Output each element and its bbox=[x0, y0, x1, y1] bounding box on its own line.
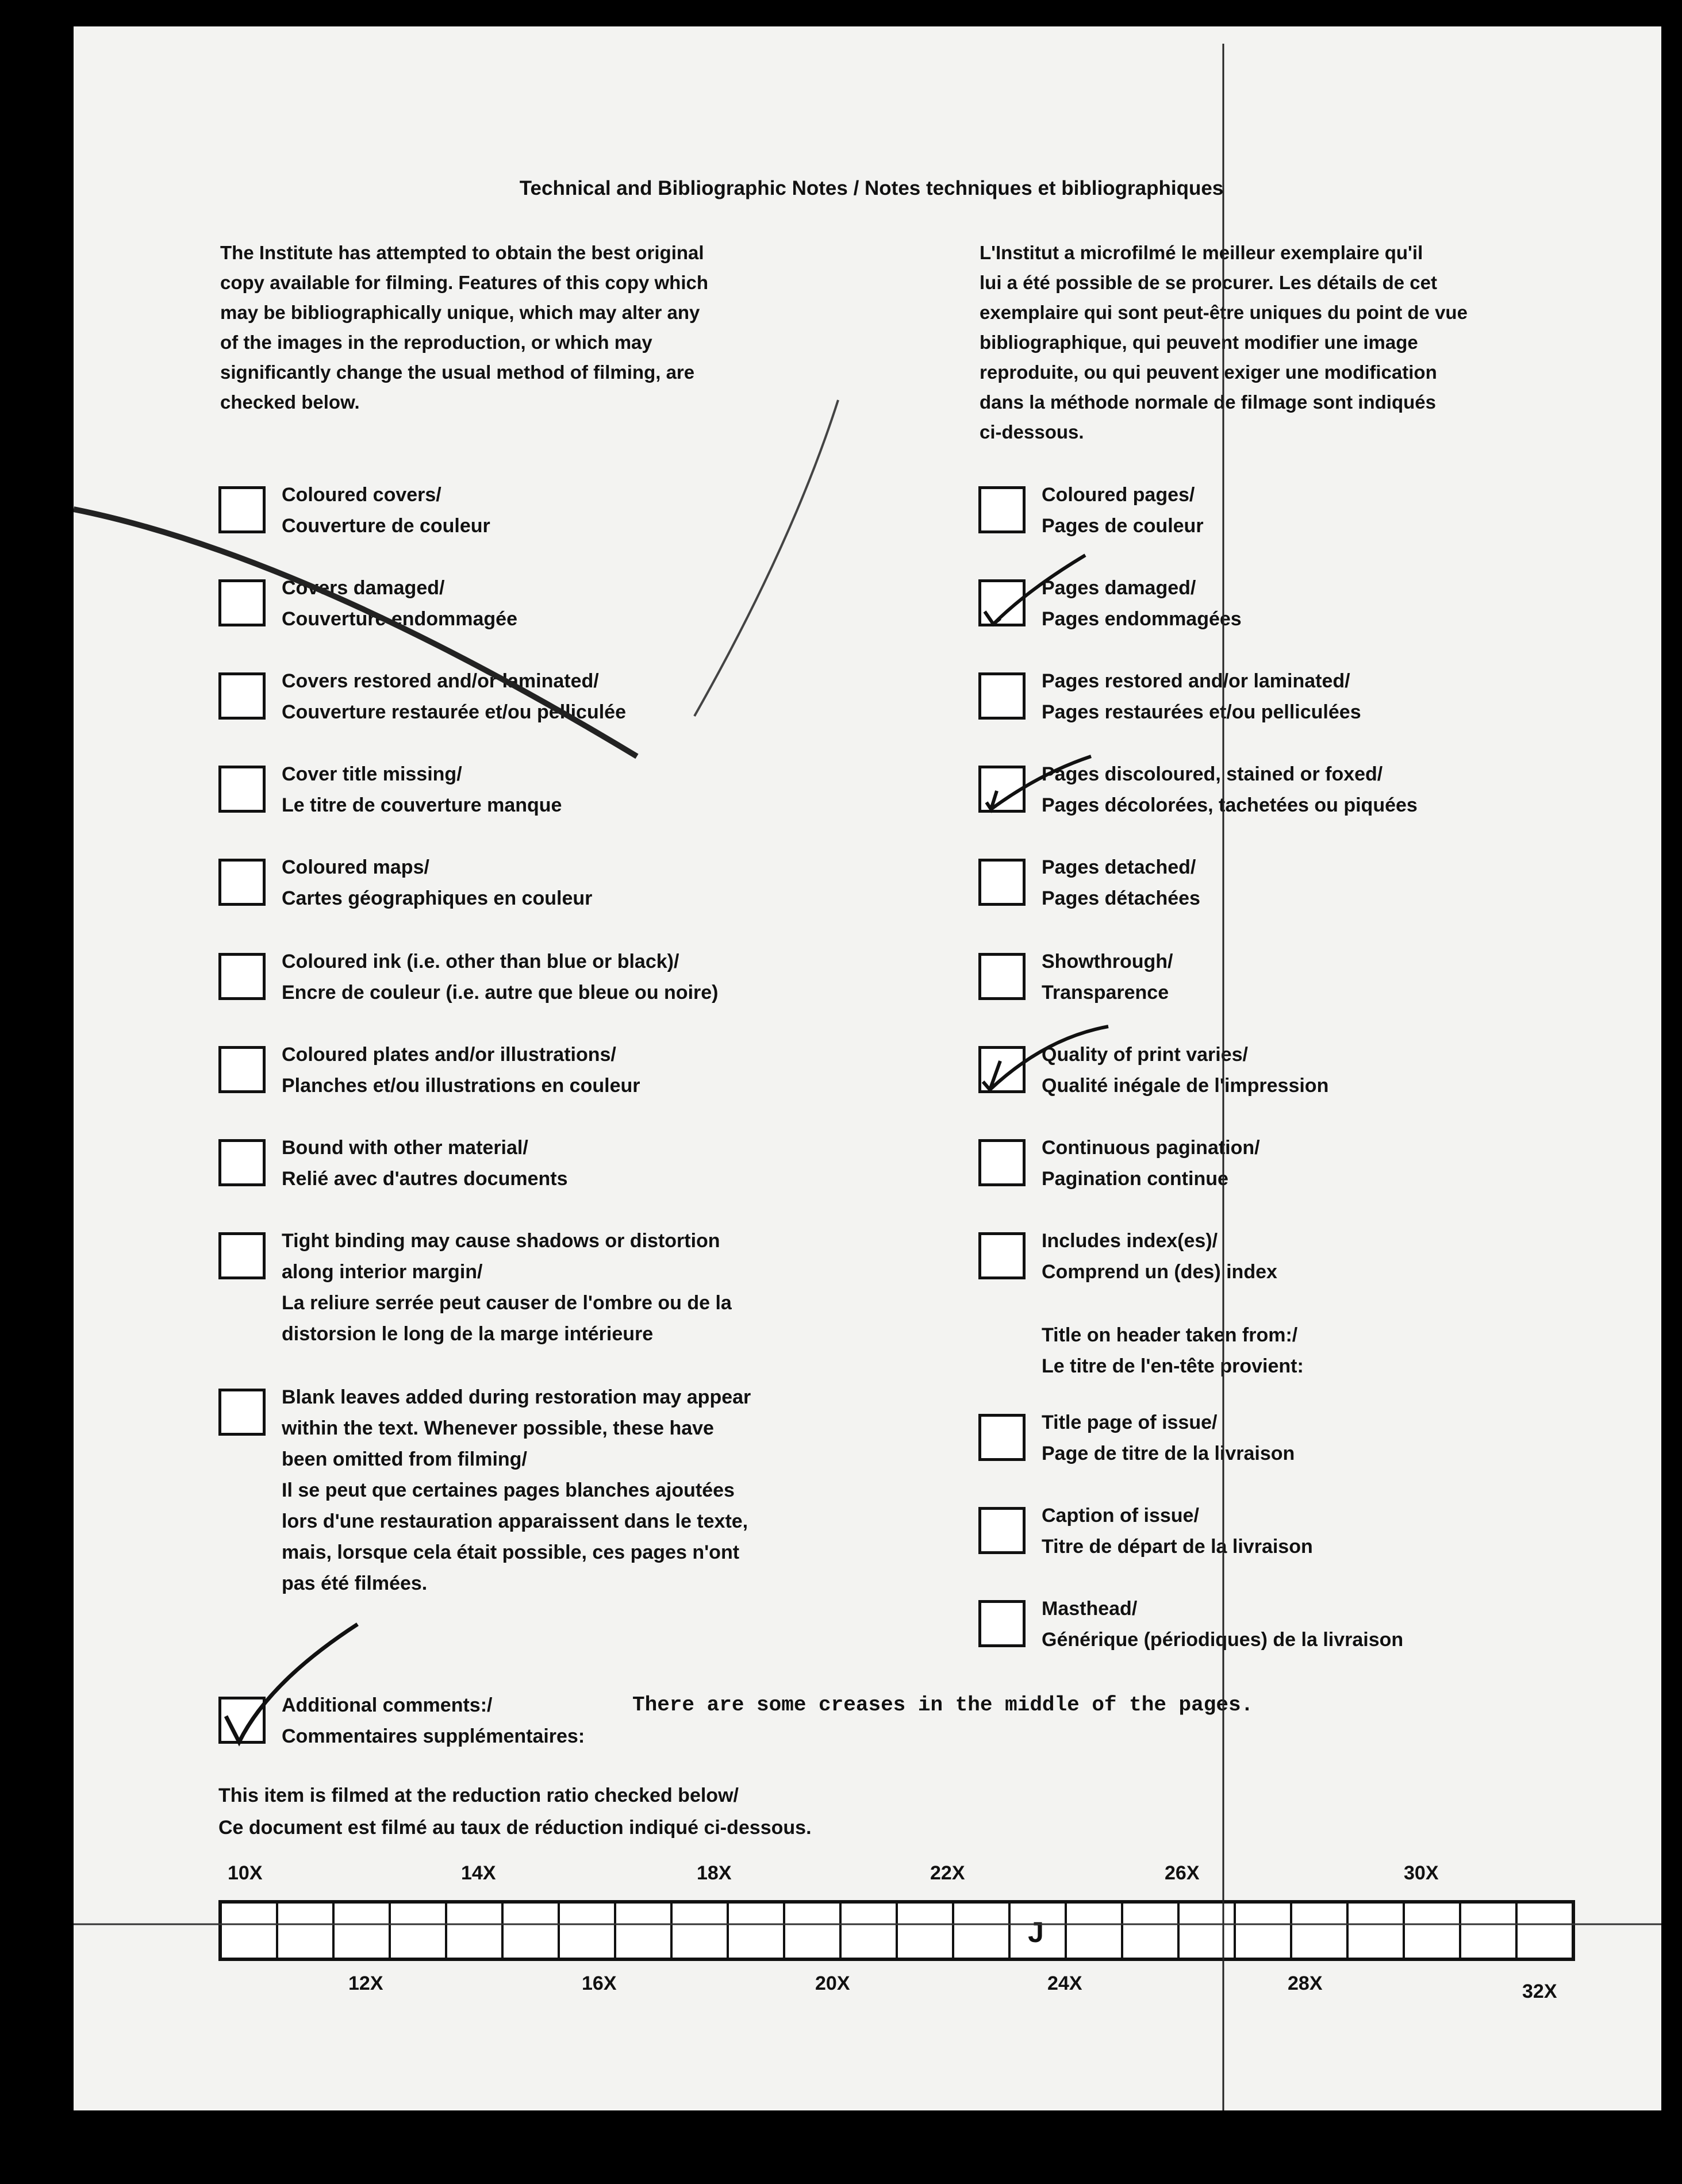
ratio-cell[interactable] bbox=[278, 1904, 335, 1958]
checkbox-pages-discoloured[interactable] bbox=[978, 766, 1026, 813]
intro-en-line: significantly change the usual method of filming, are bbox=[220, 362, 695, 383]
label-coloured-pages bbox=[1042, 479, 1204, 541]
label-line: Qualité inégale de l'impression bbox=[1042, 1075, 1329, 1097]
ratio-cell[interactable] bbox=[1349, 1904, 1405, 1958]
label-title-page-of-issue bbox=[1042, 1407, 1295, 1469]
checkbox-quality-of-print[interactable] bbox=[978, 1046, 1026, 1093]
ratio-cell[interactable] bbox=[616, 1904, 673, 1958]
label-line: Coloured maps/ bbox=[282, 856, 429, 878]
intro-en-line: checked below. bbox=[220, 391, 360, 413]
ratio-cell[interactable] bbox=[447, 1904, 504, 1958]
reduction-ratio-scale bbox=[218, 1900, 1575, 1961]
intro-french bbox=[980, 238, 1595, 447]
label-line: Additional comments:/ bbox=[282, 1694, 493, 1716]
intro-en-line: The Institute has attempted to obtain the best original bbox=[220, 242, 704, 263]
checkbox-cover-title-missing[interactable] bbox=[218, 766, 266, 813]
label-line: This item is filmed at the reduction ratio checked below/ bbox=[218, 1785, 739, 1806]
additional-comments-text: There are some creases in the middle of the pages. bbox=[632, 1693, 1254, 1717]
ratio-cell[interactable] bbox=[673, 1904, 729, 1958]
label-line: Couverture de couleur bbox=[282, 515, 490, 537]
label-line: Masthead/ bbox=[1042, 1598, 1138, 1620]
label-additional-comments bbox=[282, 1690, 585, 1752]
intro-english bbox=[220, 238, 835, 417]
label-coloured-maps bbox=[282, 852, 592, 914]
label-line: Comprend un (des) index bbox=[1042, 1261, 1277, 1283]
ratio-label-top: 22X bbox=[930, 1862, 965, 1884]
ratio-cell[interactable] bbox=[954, 1904, 1011, 1958]
ratio-cell[interactable] bbox=[504, 1904, 560, 1958]
label-line: Pages de couleur bbox=[1042, 515, 1204, 537]
checkbox-bound-with-other[interactable] bbox=[218, 1139, 266, 1186]
label-tight-binding bbox=[282, 1225, 732, 1349]
label-line: Coloured ink (i.e. other than blue or black)/ bbox=[282, 951, 679, 972]
intro-fr-line: exemplaire qui sont peut-être uniques du point de vue bbox=[980, 302, 1468, 323]
label-line: Planches et/ou illustrations en couleur bbox=[282, 1075, 640, 1097]
ratio-label-bottom: 16X bbox=[582, 1972, 617, 1994]
label-line: Pages detached/ bbox=[1042, 856, 1196, 878]
ratio-cell[interactable] bbox=[1292, 1904, 1349, 1958]
label-line: distorsion le long de la marge intérieure bbox=[282, 1323, 654, 1345]
label-line: Covers restored and/or laminated/ bbox=[282, 670, 599, 692]
label-line: Il se peut que certaines pages blanches ajoutées bbox=[282, 1479, 735, 1501]
checkbox-additional-comments[interactable] bbox=[218, 1697, 266, 1744]
label-line: Pagination continue bbox=[1042, 1168, 1228, 1190]
reduction-ratio-statement bbox=[218, 1779, 812, 1844]
label-pages-damaged bbox=[1042, 572, 1242, 635]
intro-fr-line: L'Institut a microfilmé le meilleur exemplaire qu'il bbox=[980, 242, 1423, 263]
microfiche-target-page bbox=[74, 26, 1669, 2110]
intro-fr-line: dans la méthode normale de filmage sont indiqués bbox=[980, 391, 1436, 413]
checkbox-coloured-plates[interactable] bbox=[218, 1046, 266, 1093]
label-line: within the text. Whenever possible, these have bbox=[282, 1417, 714, 1439]
intro-fr-line: lui a été possible de se procurer. Les détails de cet bbox=[980, 272, 1437, 293]
label-line: Coloured covers/ bbox=[282, 484, 441, 506]
checkbox-tight-binding[interactable] bbox=[218, 1232, 266, 1279]
label-line: Pages endommagées bbox=[1042, 608, 1242, 630]
label-coloured-ink bbox=[282, 946, 719, 1008]
checkbox-covers-damaged[interactable] bbox=[218, 579, 266, 626]
ratio-cell[interactable] bbox=[391, 1904, 447, 1958]
label-line: Couverture endommagée bbox=[282, 608, 517, 630]
label-covers-damaged bbox=[282, 572, 517, 635]
label-pages-detached bbox=[1042, 852, 1200, 914]
label-line: Coloured plates and/or illustrations/ bbox=[282, 1044, 616, 1066]
ratio-cell[interactable] bbox=[898, 1904, 954, 1958]
label-line: Includes index(es)/ bbox=[1042, 1230, 1218, 1252]
label-line: mais, lorsque cela était possible, ces pages n'ont bbox=[282, 1541, 740, 1563]
label-line: Tight binding may cause shadows or distortion bbox=[282, 1230, 720, 1252]
label-blank-leaves bbox=[282, 1382, 751, 1599]
label-line: Bound with other material/ bbox=[282, 1137, 528, 1159]
label-line: Titre de départ de la livraison bbox=[1042, 1536, 1313, 1558]
ratio-label-top: 30X bbox=[1404, 1862, 1439, 1884]
checkbox-pages-detached[interactable] bbox=[978, 859, 1026, 906]
ratio-cell[interactable] bbox=[335, 1904, 391, 1958]
ratio-cell[interactable] bbox=[222, 1904, 278, 1958]
intro-fr-line: ci-dessous. bbox=[980, 421, 1084, 443]
checkbox-coloured-ink[interactable] bbox=[218, 953, 266, 1000]
label-line: pas été filmées. bbox=[282, 1572, 428, 1594]
label-line: Coloured pages/ bbox=[1042, 484, 1195, 506]
ratio-cell-checked[interactable] bbox=[1011, 1904, 1067, 1958]
checkbox-title-page-of-issue[interactable] bbox=[978, 1414, 1026, 1461]
ratio-label-top: 14X bbox=[461, 1862, 496, 1884]
checkbox-caption-of-issue[interactable] bbox=[978, 1507, 1026, 1554]
label-line: Transparence bbox=[1042, 982, 1169, 1003]
intro-en-line: copy available for filming. Features of this copy which bbox=[220, 272, 709, 293]
label-quality-of-print bbox=[1042, 1039, 1328, 1101]
label-line: La reliure serrée peut causer de l'ombre ou de la bbox=[282, 1292, 732, 1314]
page-title: Technical and Bibliographic Notes / Notes techniques et bibliographiques bbox=[519, 177, 1224, 199]
label-line: Blank leaves added during restoration may appear bbox=[282, 1386, 751, 1408]
label-header-source bbox=[1042, 1320, 1304, 1382]
label-line: Quality of print varies/ bbox=[1042, 1044, 1248, 1066]
label-line: lors d'une restauration apparaissent dans le texte, bbox=[282, 1510, 748, 1532]
label-line: Encre de couleur (i.e. autre que bleue ou noire) bbox=[282, 982, 719, 1003]
ratio-cell[interactable] bbox=[1236, 1904, 1292, 1958]
checkbox-includes-index[interactable] bbox=[978, 1232, 1026, 1279]
label-line: Pages restored and/or laminated/ bbox=[1042, 670, 1350, 692]
label-line: Covers damaged/ bbox=[282, 577, 445, 599]
checkbox-masthead[interactable] bbox=[978, 1600, 1026, 1647]
label-showthrough bbox=[1042, 946, 1173, 1008]
label-line: Commentaires supplémentaires: bbox=[282, 1725, 585, 1747]
checkbox-covers-restored[interactable] bbox=[218, 672, 266, 720]
label-masthead bbox=[1042, 1593, 1403, 1655]
label-line: Showthrough/ bbox=[1042, 951, 1173, 972]
label-line: Page de titre de la livraison bbox=[1042, 1443, 1295, 1464]
ratio-label-top: 18X bbox=[697, 1862, 732, 1884]
ratio-label-bottom: 24X bbox=[1047, 1972, 1082, 1994]
label-line: Pages restaurées et/ou pelliculées bbox=[1042, 701, 1361, 723]
checkbox-continuous-pagination[interactable] bbox=[978, 1139, 1026, 1186]
intro-fr-line: bibliographique, qui peuvent modifier une image bbox=[980, 332, 1418, 353]
ratio-cell[interactable] bbox=[1067, 1904, 1123, 1958]
ratio-cell[interactable] bbox=[560, 1904, 616, 1958]
page-edge-shadow bbox=[1661, 26, 1679, 2110]
ratio-cell[interactable] bbox=[785, 1904, 842, 1958]
label-line: Pages décolorées, tachetées ou piquées bbox=[1042, 794, 1418, 816]
label-line: Caption of issue/ bbox=[1042, 1505, 1199, 1527]
label-line: Le titre de couverture manque bbox=[282, 794, 562, 816]
ratio-cell[interactable] bbox=[842, 1904, 898, 1958]
checkbox-showthrough[interactable] bbox=[978, 953, 1026, 1000]
ratio-label-top: 26X bbox=[1165, 1862, 1200, 1884]
checkbox-pages-restored[interactable] bbox=[978, 672, 1026, 720]
checkbox-coloured-covers[interactable] bbox=[218, 486, 266, 533]
label-line: Title on header taken from:/ bbox=[1042, 1324, 1298, 1346]
checkbox-coloured-pages[interactable] bbox=[978, 486, 1026, 533]
label-line: Pages discoloured, stained or foxed/ bbox=[1042, 763, 1383, 785]
ratio-cell[interactable] bbox=[1461, 1904, 1518, 1958]
label-coloured-covers bbox=[282, 479, 490, 541]
intro-en-line: of the images in the reproduction, or which may bbox=[220, 332, 652, 353]
ratio-label-bottom: 28X bbox=[1288, 1972, 1323, 1994]
checkbox-pages-damaged[interactable] bbox=[978, 579, 1026, 626]
label-coloured-plates bbox=[282, 1039, 640, 1101]
ratio-label-bottom: 20X bbox=[815, 1972, 850, 1994]
label-line: Couverture restaurée et/ou pelliculée bbox=[282, 701, 626, 723]
crease-line bbox=[694, 400, 838, 716]
label-caption-of-issue bbox=[1042, 1500, 1313, 1562]
ratio-cell[interactable] bbox=[729, 1904, 785, 1958]
label-line: along interior margin/ bbox=[282, 1261, 483, 1283]
label-pages-discoloured bbox=[1042, 759, 1418, 821]
label-line: Relié avec d'autres documents bbox=[282, 1168, 568, 1190]
label-includes-index bbox=[1042, 1225, 1277, 1287]
intro-en-line: may be bibliographically unique, which may alter any bbox=[220, 302, 700, 323]
label-line: Le titre de l'en-tête provient: bbox=[1042, 1355, 1304, 1377]
ratio-label-top: 10X bbox=[228, 1862, 263, 1884]
label-line: Pages détachées bbox=[1042, 887, 1200, 909]
label-covers-restored bbox=[282, 666, 626, 728]
label-line: Cartes géographiques en couleur bbox=[282, 887, 593, 909]
checkbox-blank-leaves[interactable] bbox=[218, 1389, 266, 1436]
ratio-cell[interactable] bbox=[1123, 1904, 1180, 1958]
label-cover-title-missing bbox=[282, 759, 562, 821]
ratio-label-bottom: 32X bbox=[1522, 1981, 1557, 2002]
label-line: Générique (périodiques) de la livraison bbox=[1042, 1629, 1404, 1651]
label-pages-restored bbox=[1042, 666, 1361, 728]
ratio-label-bottom: 12X bbox=[348, 1972, 383, 1994]
label-line: Title page of issue/ bbox=[1042, 1412, 1218, 1433]
ratio-cell[interactable] bbox=[1180, 1904, 1236, 1958]
ratio-cell[interactable] bbox=[1518, 1904, 1572, 1958]
checkbox-coloured-maps[interactable] bbox=[218, 859, 266, 906]
label-line: Continuous pagination/ bbox=[1042, 1137, 1260, 1159]
label-line: Cover title missing/ bbox=[282, 763, 462, 785]
label-line: been omitted from filming/ bbox=[282, 1448, 527, 1470]
label-line: Ce document est filmé au taux de réduction indiqué ci-dessous. bbox=[218, 1817, 812, 1839]
ratio-cell[interactable] bbox=[1405, 1904, 1461, 1958]
label-line: Pages damaged/ bbox=[1042, 577, 1196, 599]
intro-fr-line: reproduite, ou qui peuvent exiger une modification bbox=[980, 362, 1437, 383]
label-bound-with-other bbox=[282, 1132, 568, 1194]
label-continuous-pagination bbox=[1042, 1132, 1260, 1194]
